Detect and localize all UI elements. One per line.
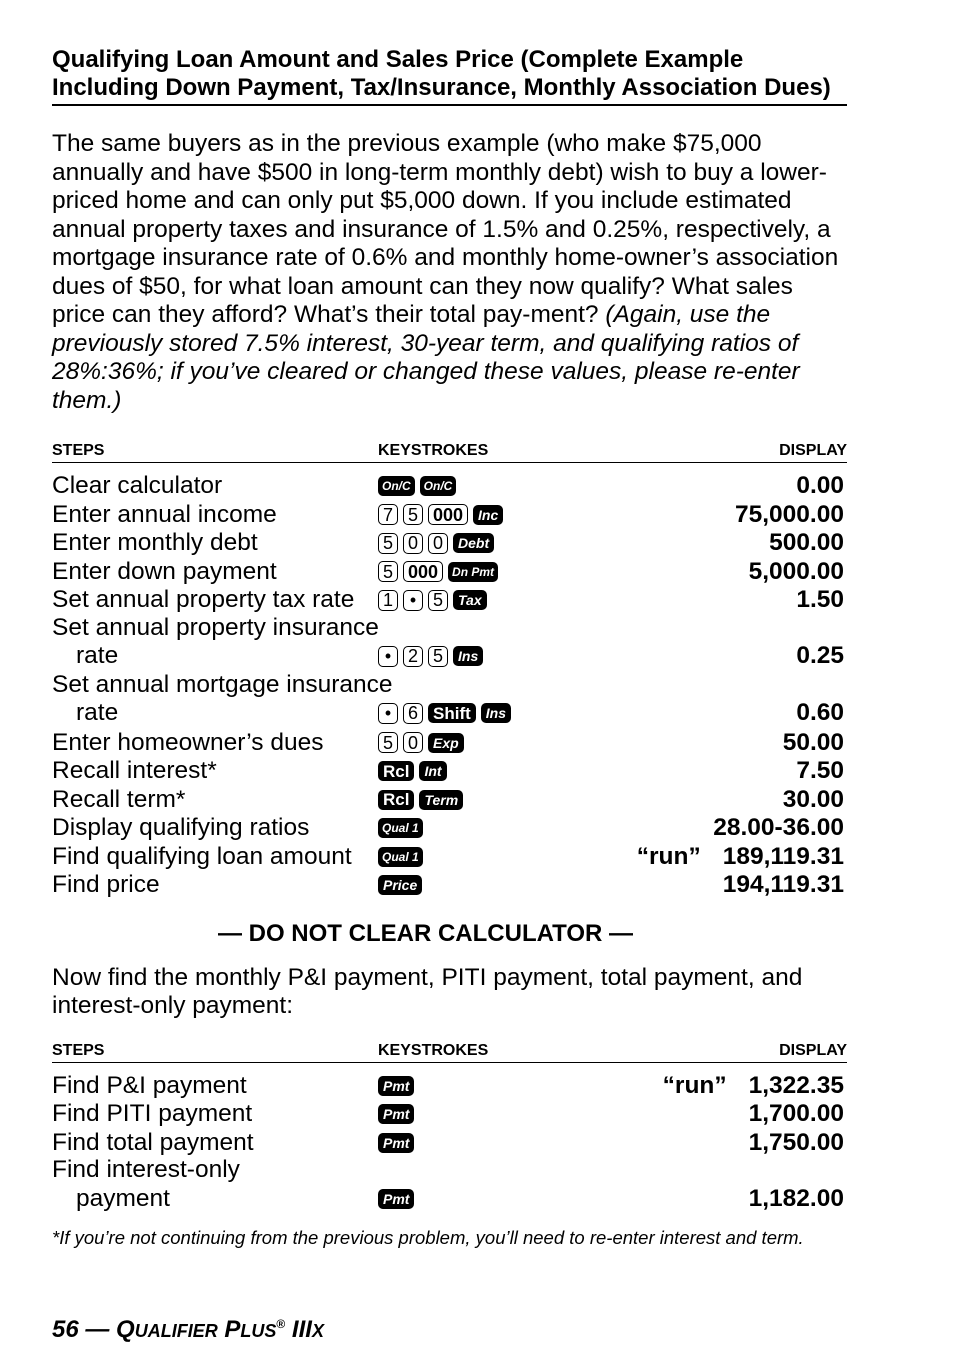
header-steps: STEPS — [52, 1041, 105, 1059]
footer-q: Q — [116, 1316, 135, 1343]
step-label — [52, 1156, 378, 1213]
step-label: Find PITI payment — [52, 1100, 253, 1127]
step-label: Find P&I payment — [52, 1071, 247, 1099]
instruction-paragraph: Now find the monthly P&I payment, PITI payment, total payment, and interest-only payment: — [52, 963, 803, 1019]
display-value: 5,000.00 — [748, 557, 844, 585]
rcl-key: Rcl — [378, 761, 414, 781]
table-row — [52, 615, 847, 672]
ins-key: Ins — [453, 646, 483, 666]
digit-0-key: 0 — [428, 533, 448, 554]
decimal-point-key: • — [403, 590, 423, 611]
step-line-2: rate — [76, 642, 119, 669]
table-row — [52, 729, 847, 758]
keystrokes — [378, 699, 511, 728]
digit-2-key: 2 — [403, 646, 423, 667]
table-row — [52, 472, 847, 501]
table-row — [52, 529, 847, 558]
page-number: 56 — — [52, 1316, 110, 1343]
digit-0-key: 0 — [403, 732, 423, 753]
step-label: Enter monthly debt — [52, 529, 258, 556]
exp-key: Exp — [428, 733, 464, 753]
display-value: 1,700.00 — [748, 1100, 844, 1128]
table-row — [52, 672, 847, 729]
section-title: Qualifying Loan Amount and Sales Price (Complete Example Including Down Payment, Tax/Insurance, Monthly Association Dues) — [52, 46, 847, 106]
keystrokes — [378, 847, 423, 867]
step-label: Set annual property tax rate — [52, 586, 355, 613]
on-c-key: On/C — [378, 476, 415, 496]
display-value: 1,182.00 — [748, 1184, 844, 1212]
display-value — [637, 843, 847, 871]
do-not-clear-notice: — DO NOT CLEAR CALCULATOR — — [217, 919, 634, 947]
display-value: 0.60 — [796, 699, 844, 726]
footer-lus: LUS — [240, 1321, 277, 1341]
keystrokes — [378, 1133, 414, 1153]
keystrokes — [378, 1185, 414, 1214]
table-row — [52, 1100, 847, 1129]
keystrokes — [378, 818, 423, 838]
display-value: 75,000.00 — [735, 500, 844, 528]
table-row — [52, 1072, 847, 1101]
tax-key: Tax — [453, 590, 487, 610]
qual-1-key: Qual 1 — [378, 818, 423, 838]
triple-zero-key: 000 — [403, 561, 443, 582]
qual-1-key: Qual 1 — [378, 847, 423, 867]
footer-x: X — [311, 1321, 324, 1341]
keystrokes — [378, 561, 498, 582]
triple-zero-key: 000 — [428, 504, 468, 525]
keystrokes — [378, 875, 422, 895]
keystrokes — [378, 533, 494, 554]
digit-5-key: 5 — [378, 732, 398, 753]
step-line-2: rate — [76, 699, 119, 726]
step-line-1: Set annual mortgage insurance — [52, 670, 393, 698]
table-row — [52, 757, 847, 786]
header-keystrokes: KEYSTROKES — [378, 442, 489, 459]
footnote: *If you’re not continuing from the previous problem, you’ll need to re-enter interest and term. — [52, 1227, 804, 1248]
table-row — [52, 501, 847, 530]
header-keystrokes: KEYSTROKES — [378, 1041, 489, 1059]
table-row — [52, 814, 847, 843]
ins-key: Ins — [481, 703, 511, 723]
display-value: 7.50 — [796, 757, 844, 785]
display-value: 1.50 — [796, 586, 844, 614]
table-row — [52, 786, 847, 815]
digit-0-key: 0 — [403, 533, 423, 554]
digit-7-key: 7 — [378, 504, 398, 525]
digit-5-key: 5 — [428, 646, 448, 667]
digit-5-key: 5 — [378, 533, 398, 554]
display-value: 50.00 — [782, 728, 844, 756]
debt-key: Debt — [453, 533, 494, 553]
dn-pmt-key: Dn Pmt — [448, 562, 498, 582]
footer-iii: III — [291, 1316, 312, 1343]
table-row — [52, 586, 847, 615]
keystrokes — [378, 790, 463, 810]
digit-5-key: 5 — [378, 561, 398, 582]
keystrokes — [378, 732, 464, 753]
step-line-1: Find interest-only — [52, 1156, 240, 1183]
display-value: 1,750.00 — [748, 1128, 844, 1156]
step-label: Recall term* — [52, 785, 186, 813]
keystrokes — [378, 1104, 414, 1124]
digit-5-key: 5 — [428, 590, 448, 611]
table2-header — [52, 1041, 847, 1063]
step-label — [52, 614, 378, 671]
step-line-2: payment — [76, 1184, 170, 1212]
keystrokes — [378, 590, 487, 611]
table-row — [52, 843, 847, 872]
digit-6-key: 6 — [403, 703, 423, 724]
keystrokes — [378, 1076, 414, 1096]
price-key: Price — [378, 875, 422, 895]
footer-p: P — [224, 1316, 241, 1343]
decimal-point-key: • — [378, 646, 398, 667]
header-display: DISPLAY — [779, 442, 847, 459]
table-row — [52, 558, 847, 587]
keystrokes — [378, 642, 483, 671]
pmt-key: Pmt — [378, 1076, 414, 1096]
footer-ualifier: UALIFIER — [134, 1321, 218, 1341]
display-value: 0.00 — [796, 472, 844, 500]
pmt-key: Pmt — [378, 1189, 414, 1209]
display-value: 28.00-36.00 — [713, 814, 844, 842]
step-label: Find qualifying loan amount — [52, 842, 352, 870]
display-value: 194,119.31 — [722, 871, 844, 899]
step-line-1: Set annual property insurance — [52, 613, 379, 641]
table-row — [52, 871, 847, 900]
manual-page — [52, 46, 847, 1249]
display-value: 0.25 — [796, 642, 844, 669]
step-label: Find price — [52, 871, 160, 898]
inc-key: Inc — [473, 505, 503, 525]
intro-paragraph — [52, 130, 847, 415]
keystrokes — [378, 504, 503, 525]
table2-rows — [52, 1072, 847, 1215]
intro-text: The same buyers as in the previous example (who make $75,000 annually and have $500 in long-term monthly debt) wish to buy a lower-priced home and can only put $5,000 down. If you include estimated annual property taxes and insurance of 1.5% and 0.25%, respectively, a mortgage insurance rate of 0.6% and monthly home-owner’s association dues of $50, for what loan amount can they now qualify? What sales price can they afford? What’s their total pay-ment? — [52, 130, 839, 328]
display-number: 189,119.31 — [722, 842, 844, 870]
step-label: Clear calculator — [52, 472, 223, 499]
run-label: “run” — [636, 842, 701, 870]
int-key: Int — [419, 761, 446, 781]
registered-mark: ® — [276, 1317, 286, 1331]
run-label: “run” — [662, 1071, 727, 1099]
step-label: Enter annual income — [52, 500, 277, 528]
step-label: Enter down payment — [52, 557, 277, 585]
decimal-point-key: • — [378, 703, 398, 724]
digit-1-key: 1 — [378, 590, 398, 611]
term-key: Term — [419, 790, 463, 810]
step-label: Enter homeowner’s dues — [52, 728, 324, 756]
keystrokes — [378, 761, 447, 781]
header-steps: STEPS — [52, 442, 105, 459]
pmt-key: Pmt — [378, 1133, 414, 1153]
display-value — [663, 1072, 847, 1100]
step-label: Recall interest* — [52, 757, 217, 784]
page-footer — [52, 1310, 324, 1345]
display-value: 500.00 — [769, 529, 844, 557]
shift-key: Shift — [428, 703, 476, 723]
rcl-key: Rcl — [378, 790, 414, 810]
on-c-key: On/C — [420, 476, 457, 496]
table-row — [52, 1157, 847, 1214]
step-label: Display qualifying ratios — [52, 814, 310, 841]
table1-rows — [52, 472, 847, 900]
step-label: Find total payment — [52, 1128, 254, 1156]
pmt-key: Pmt — [378, 1104, 414, 1124]
display-value: 30.00 — [782, 785, 844, 813]
table-row — [52, 1129, 847, 1158]
step-label — [52, 670, 393, 728]
display-number: 1,322.35 — [748, 1071, 844, 1099]
table1-header — [52, 441, 847, 463]
digit-5-key: 5 — [403, 504, 423, 525]
header-display: DISPLAY — [779, 1041, 847, 1059]
intro-italic-note: (Again, use the previously stored 7.5% interest, 30-year term, and qualifying ratios of 28%:36%; if you’ve cleared or changed these values, please re-enter them.) — [52, 301, 800, 414]
keystrokes — [378, 476, 456, 496]
